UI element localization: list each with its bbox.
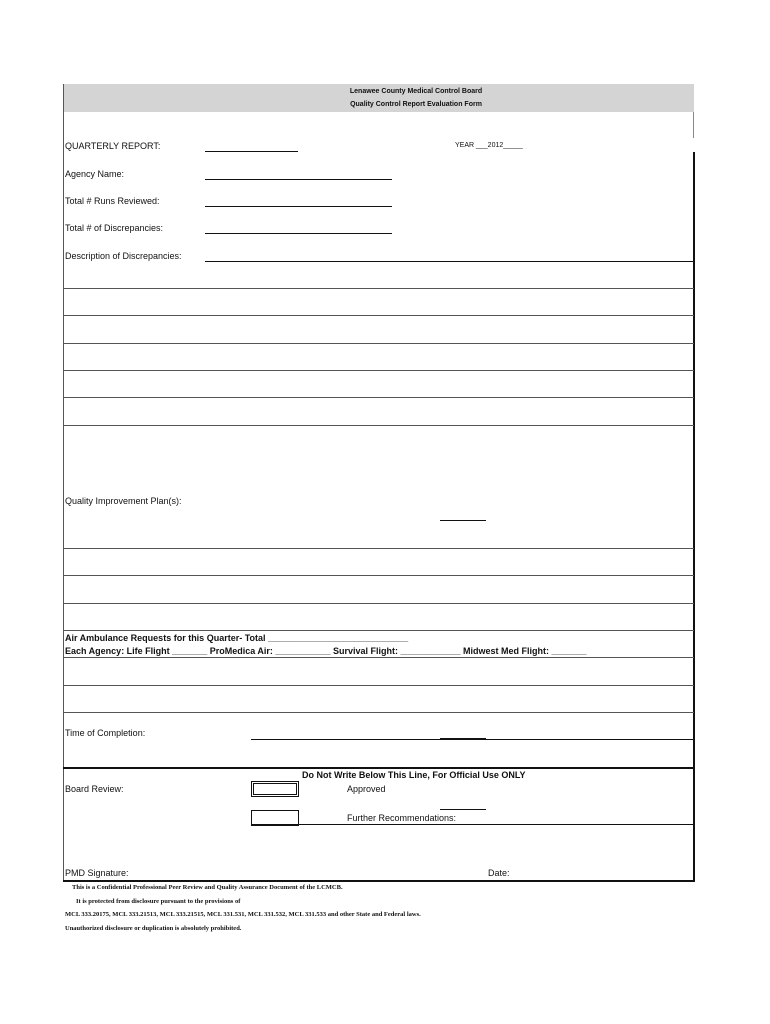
ambulance-line[interactable] <box>63 685 694 686</box>
air-ambulance-agencies[interactable]: Each Agency: Life Flight _______ ProMedica Air: ___________ Survival Flight: ____________ Midwest Med Flight: _______ <box>65 646 587 656</box>
desc-line[interactable] <box>63 425 694 426</box>
footer-confidential: This is a Confidential Professional Peer Review and Quality Assurance Document of the LCMCB. <box>72 884 343 891</box>
form-left-border <box>63 84 64 882</box>
quarterly-report-label: QUARTERLY REPORT: <box>65 141 161 151</box>
discrepancies-count-field[interactable] <box>205 233 392 234</box>
desc-line[interactable] <box>63 315 694 316</box>
footer-mcl: MCL 333.20175, MCL 333.21513, MCL 333.21515, MCL 331.531, MCL 331.532, MCL 331.533 and other State and Federal laws. <box>65 911 421 918</box>
quarterly-report-field[interactable] <box>205 151 298 152</box>
form-title: Quality Control Report Evaluation Form <box>350 101 482 108</box>
discrepancies-count-label: Total # of Discrepancies: <box>65 223 164 233</box>
form-right-border-top <box>693 112 694 138</box>
approved-checkbox[interactable] <box>251 781 299 797</box>
time-completion-field[interactable] <box>251 739 693 740</box>
approved-label: Approved <box>347 784 386 794</box>
air-ambulance-total[interactable]: Air Ambulance Requests for this Quarter- Total ____________________________ <box>65 633 409 643</box>
desc-line[interactable] <box>63 397 694 398</box>
form-right-border <box>693 152 695 882</box>
ambulance-line[interactable] <box>63 657 694 658</box>
ambulance-line[interactable] <box>63 712 694 713</box>
form-bottom-border <box>63 880 695 882</box>
official-divider <box>63 767 694 769</box>
pmd-signature-label: PMD Signature: <box>65 868 129 878</box>
approved-checkbox-inner <box>253 783 297 795</box>
completion-short-line <box>440 738 486 739</box>
discrepancies-desc-field[interactable] <box>205 261 693 262</box>
footer-protected: It is protected from disclosure pursuant to the provisions of <box>76 898 241 905</box>
further-recommendations-field[interactable] <box>251 824 693 825</box>
year-field[interactable]: YEAR ___2012_____ <box>455 142 523 149</box>
desc-line[interactable] <box>63 288 694 289</box>
review-short-line <box>440 809 486 810</box>
official-notice: Do Not Write Below This Line, For Official Use ONLY <box>302 770 526 780</box>
desc-line[interactable] <box>63 343 694 344</box>
runs-reviewed-field[interactable] <box>205 206 392 207</box>
board-review-label: Board Review: <box>65 784 124 794</box>
time-completion-label: Time of Completion: <box>65 728 146 738</box>
agency-name-label: Agency Name: <box>65 169 125 179</box>
improvement-plan-label: Quality Improvement Plan(s): <box>65 496 182 506</box>
desc-line[interactable] <box>63 370 694 371</box>
plan-line[interactable] <box>63 575 694 576</box>
footer-unauthorized: Unauthorized disclosure or duplication is absolutely prohibited. <box>65 925 242 932</box>
plan-line[interactable] <box>63 548 694 549</box>
date-label: Date: <box>488 868 510 878</box>
org-name: Lenawee County Medical Control Board <box>349 88 483 95</box>
further-recommendations-label: Further Recommendations: <box>347 813 457 823</box>
agency-name-field[interactable] <box>205 179 392 180</box>
plan-line[interactable] <box>63 630 694 631</box>
improvement-short-line <box>440 520 486 521</box>
plan-line[interactable] <box>63 603 694 604</box>
discrepancies-desc-label: Description of Discrepancies: <box>65 251 182 261</box>
runs-reviewed-label: Total # Runs Reviewed: <box>65 196 160 206</box>
